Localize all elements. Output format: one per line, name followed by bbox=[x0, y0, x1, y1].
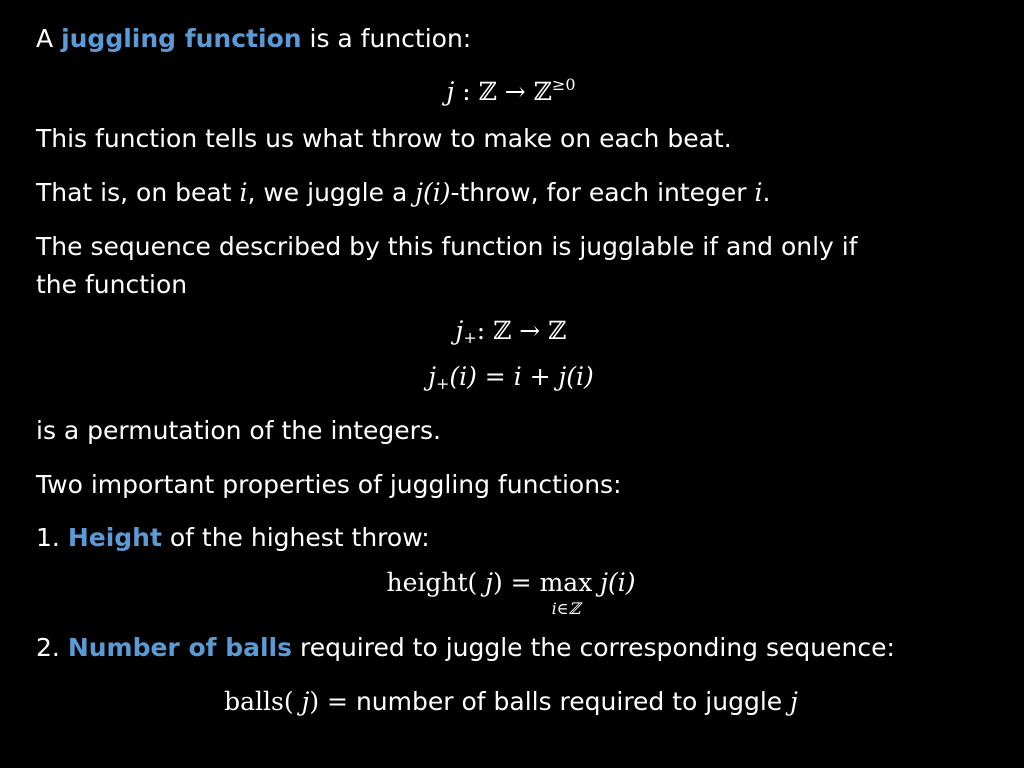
jplus-rest: : ℤ → ℤ bbox=[476, 316, 567, 345]
p2-ji: j(i) bbox=[415, 178, 451, 207]
def-j: j bbox=[446, 77, 455, 106]
jplus-formula-sub: + bbox=[435, 374, 450, 393]
max-subscript: i∈ℤ bbox=[551, 599, 581, 618]
def-sup: ≥0 bbox=[551, 75, 576, 94]
def-z: ℤ bbox=[478, 77, 497, 106]
height-formula bbox=[36, 568, 986, 618]
jplus-formula-rest: (i) = i + j(i) bbox=[449, 362, 594, 391]
height-mid: ) = bbox=[492, 568, 540, 597]
jplus-formula-j: j bbox=[428, 362, 436, 391]
intro-line bbox=[36, 24, 471, 54]
balls-text: number of balls required to juggle bbox=[355, 687, 791, 716]
p2-c: -throw, for each integer bbox=[450, 178, 755, 207]
def-arrow: → bbox=[496, 77, 534, 106]
balls-left: balls( bbox=[224, 687, 302, 716]
balls-formula bbox=[36, 687, 986, 717]
p2-i1: i bbox=[239, 178, 248, 207]
intro-prefix: A bbox=[36, 24, 62, 53]
max-text: max bbox=[539, 568, 593, 597]
height-j: j bbox=[485, 568, 493, 597]
jplus-j: j bbox=[455, 316, 464, 345]
prop2-rest: required to juggle the corresponding sequence: bbox=[292, 633, 895, 662]
max-operator bbox=[539, 568, 593, 618]
height-term: Height bbox=[67, 523, 162, 552]
balls-j: j bbox=[301, 687, 310, 716]
juggling-function-term: juggling function bbox=[61, 24, 302, 53]
definition-formula bbox=[36, 70, 986, 107]
height-left: height( bbox=[386, 568, 486, 597]
paragraph-3-line1: The sequence described by this function is jugglable if and only if bbox=[36, 232, 858, 261]
paragraph-2 bbox=[36, 178, 770, 208]
prop1-num: 1. bbox=[36, 523, 68, 552]
prop2-num: 2. bbox=[36, 633, 68, 662]
paragraph-3-line2: the function bbox=[36, 270, 188, 299]
p2-i2: i bbox=[754, 178, 763, 207]
jplus-sub: + bbox=[463, 328, 477, 347]
def-z2: ℤ bbox=[533, 77, 552, 106]
intro-suffix: is a function: bbox=[301, 24, 472, 53]
balls-j2: j bbox=[790, 687, 798, 716]
property-1 bbox=[36, 523, 430, 553]
paragraph-4: is a permutation of the integers. bbox=[36, 416, 441, 445]
height-right: j(i) bbox=[592, 568, 636, 597]
p2-a: That is, on beat bbox=[36, 178, 240, 207]
prop1-rest: of the highest throw: bbox=[161, 523, 430, 552]
balls-mid: ) = bbox=[309, 687, 356, 716]
jplus-definition bbox=[36, 316, 986, 353]
paragraph-5: Two important properties of juggling functions: bbox=[36, 470, 622, 499]
paragraph-1: This function tells us what throw to make on each beat. bbox=[36, 124, 732, 153]
jplus-formula bbox=[36, 362, 986, 399]
p2-d: . bbox=[762, 178, 771, 207]
p2-b: , we juggle a bbox=[247, 178, 416, 207]
property-2 bbox=[36, 633, 895, 663]
def-colon: : bbox=[454, 77, 479, 106]
number-of-balls-term: Number of balls bbox=[67, 633, 293, 662]
